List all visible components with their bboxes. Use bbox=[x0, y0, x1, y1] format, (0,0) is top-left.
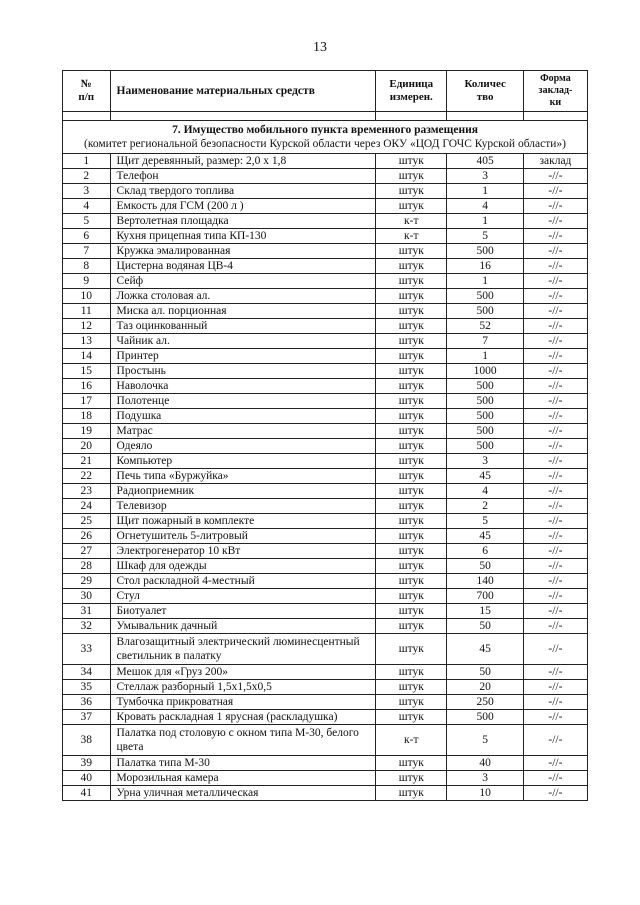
row-quantity: 45 bbox=[447, 634, 523, 665]
row-form: -//- bbox=[523, 725, 587, 756]
section-row bbox=[63, 121, 588, 154]
row-number: 22 bbox=[63, 469, 111, 484]
row-name: Вертолетная площадка bbox=[110, 214, 376, 229]
row-unit: штук bbox=[376, 665, 447, 680]
table-row bbox=[63, 574, 588, 589]
row-form: заклад bbox=[523, 154, 587, 169]
row-name: Кровать раскладная 1 ярусная (раскладушка) bbox=[110, 710, 376, 725]
table-row bbox=[63, 304, 588, 319]
row-name: Кухня прицепная типа КП-130 bbox=[110, 229, 376, 244]
row-form: -//- bbox=[523, 756, 587, 771]
table-row bbox=[63, 184, 588, 199]
row-form: -//- bbox=[523, 604, 587, 619]
table-row bbox=[63, 604, 588, 619]
table-row bbox=[63, 559, 588, 574]
row-number: 40 bbox=[63, 771, 111, 786]
row-quantity: 5 bbox=[447, 229, 523, 244]
row-quantity: 4 bbox=[447, 484, 523, 499]
row-unit: штук bbox=[376, 379, 447, 394]
row-form: -//- bbox=[523, 469, 587, 484]
table-row bbox=[63, 680, 588, 695]
row-number: 12 bbox=[63, 319, 111, 334]
row-number: 9 bbox=[63, 274, 111, 289]
table-row bbox=[63, 364, 588, 379]
row-name: Таз оцинкованный bbox=[110, 319, 376, 334]
row-name: Стол раскладной 4-местный bbox=[110, 574, 376, 589]
row-unit: штук bbox=[376, 619, 447, 634]
row-name: Склад твердого топлива bbox=[110, 184, 376, 199]
row-form: -//- bbox=[523, 665, 587, 680]
row-quantity: 500 bbox=[447, 394, 523, 409]
row-unit: штук bbox=[376, 184, 447, 199]
row-name: Емкость для ГСМ (200 л ) bbox=[110, 199, 376, 214]
row-quantity: 250 bbox=[447, 695, 523, 710]
row-form: -//- bbox=[523, 439, 587, 454]
row-number: 6 bbox=[63, 229, 111, 244]
row-name: Подушка bbox=[110, 409, 376, 424]
row-number: 29 bbox=[63, 574, 111, 589]
row-number: 35 bbox=[63, 680, 111, 695]
table-row bbox=[63, 499, 588, 514]
row-form: -//- bbox=[523, 786, 587, 801]
row-quantity: 500 bbox=[447, 710, 523, 725]
row-unit: штук bbox=[376, 499, 447, 514]
table-row bbox=[63, 725, 588, 756]
row-unit: штук bbox=[376, 424, 447, 439]
header-unit: Единица измерен. bbox=[376, 71, 447, 112]
row-quantity: 1 bbox=[447, 184, 523, 199]
row-quantity: 1000 bbox=[447, 364, 523, 379]
row-unit: штук bbox=[376, 454, 447, 469]
row-quantity: 405 bbox=[447, 154, 523, 169]
row-number: 21 bbox=[63, 454, 111, 469]
row-name: Огнетушитель 5-литровый bbox=[110, 529, 376, 544]
row-quantity: 4 bbox=[447, 199, 523, 214]
table-row bbox=[63, 274, 588, 289]
row-name: Сейф bbox=[110, 274, 376, 289]
row-quantity: 500 bbox=[447, 304, 523, 319]
row-name: Матрас bbox=[110, 424, 376, 439]
row-name: Шкаф для одежды bbox=[110, 559, 376, 574]
table-row bbox=[63, 619, 588, 634]
row-unit: штук bbox=[376, 469, 447, 484]
row-form: -//- bbox=[523, 680, 587, 695]
row-quantity: 40 bbox=[447, 756, 523, 771]
row-quantity: 20 bbox=[447, 680, 523, 695]
row-form: -//- bbox=[523, 334, 587, 349]
row-form: -//- bbox=[523, 259, 587, 274]
row-quantity: 50 bbox=[447, 559, 523, 574]
row-number: 28 bbox=[63, 559, 111, 574]
row-number: 15 bbox=[63, 364, 111, 379]
row-quantity: 15 bbox=[447, 604, 523, 619]
row-name: Миска ал. порционная bbox=[110, 304, 376, 319]
row-quantity: 500 bbox=[447, 424, 523, 439]
row-quantity: 500 bbox=[447, 439, 523, 454]
row-quantity: 45 bbox=[447, 469, 523, 484]
header-form: Форма заклад- ки bbox=[523, 71, 587, 112]
row-number: 24 bbox=[63, 499, 111, 514]
table-row bbox=[63, 259, 588, 274]
row-form: -//- bbox=[523, 619, 587, 634]
row-unit: штук bbox=[376, 364, 447, 379]
table-row bbox=[63, 469, 588, 484]
table-row bbox=[63, 199, 588, 214]
table-row bbox=[63, 756, 588, 771]
row-unit: штук bbox=[376, 409, 447, 424]
row-name: Простынь bbox=[110, 364, 376, 379]
row-form: -//- bbox=[523, 394, 587, 409]
row-number: 26 bbox=[63, 529, 111, 544]
header-name: Наименование материальных средств bbox=[110, 71, 376, 112]
row-unit: штук bbox=[376, 304, 447, 319]
row-name: Одеяло bbox=[110, 439, 376, 454]
row-name: Палатка под столовую с окном типа М-30, белого цвета bbox=[110, 725, 376, 756]
row-unit: штук bbox=[376, 589, 447, 604]
table-row bbox=[63, 424, 588, 439]
table-row bbox=[63, 169, 588, 184]
row-form: -//- bbox=[523, 695, 587, 710]
row-form: -//- bbox=[523, 589, 587, 604]
row-quantity: 16 bbox=[447, 259, 523, 274]
row-name: Кружка эмалированная bbox=[110, 244, 376, 259]
row-number: 10 bbox=[63, 289, 111, 304]
row-quantity: 140 bbox=[447, 574, 523, 589]
row-unit: штук bbox=[376, 771, 447, 786]
row-name: Тумбочка прикроватная bbox=[110, 695, 376, 710]
row-quantity: 45 bbox=[447, 529, 523, 544]
row-form: -//- bbox=[523, 484, 587, 499]
table-row bbox=[63, 665, 588, 680]
row-name: Принтер bbox=[110, 349, 376, 364]
row-unit: штук bbox=[376, 710, 447, 725]
row-form: -//- bbox=[523, 409, 587, 424]
row-unit: штук bbox=[376, 756, 447, 771]
table-row bbox=[63, 514, 588, 529]
row-unit: штук bbox=[376, 319, 447, 334]
row-form: -//- bbox=[523, 499, 587, 514]
row-form: -//- bbox=[523, 559, 587, 574]
row-quantity: 2 bbox=[447, 499, 523, 514]
row-number: 2 bbox=[63, 169, 111, 184]
row-number: 4 bbox=[63, 199, 111, 214]
row-number: 27 bbox=[63, 544, 111, 559]
table-row bbox=[63, 589, 588, 604]
row-name: Стеллаж разборный 1,5х1,5х0,5 bbox=[110, 680, 376, 695]
row-name: Урна уличная металлическая bbox=[110, 786, 376, 801]
table-row bbox=[63, 289, 588, 304]
row-form: -//- bbox=[523, 364, 587, 379]
row-unit: штук bbox=[376, 154, 447, 169]
row-number: 19 bbox=[63, 424, 111, 439]
row-name: Радиоприемник bbox=[110, 484, 376, 499]
row-number: 36 bbox=[63, 695, 111, 710]
row-unit: штук bbox=[376, 199, 447, 214]
row-unit: штук bbox=[376, 604, 447, 619]
header-qty: Количес тво bbox=[447, 71, 523, 112]
row-form: -//- bbox=[523, 529, 587, 544]
row-number: 20 bbox=[63, 439, 111, 454]
row-quantity: 3 bbox=[447, 454, 523, 469]
row-number: 11 bbox=[63, 304, 111, 319]
row-form: -//- bbox=[523, 184, 587, 199]
section-title: 7. Имущество мобильного пункта временного размещения bbox=[172, 124, 478, 136]
table-row bbox=[63, 409, 588, 424]
row-form: -//- bbox=[523, 634, 587, 665]
row-unit: к-т bbox=[376, 229, 447, 244]
row-number: 8 bbox=[63, 259, 111, 274]
row-name: Умывальник дачный bbox=[110, 619, 376, 634]
row-unit: штук bbox=[376, 349, 447, 364]
header-num: № п/п bbox=[63, 71, 111, 112]
row-form: -//- bbox=[523, 710, 587, 725]
row-name: Мешок для «Груз 200» bbox=[110, 665, 376, 680]
spacer-row bbox=[63, 112, 588, 121]
row-name: Палатка типа М-30 bbox=[110, 756, 376, 771]
row-number: 16 bbox=[63, 379, 111, 394]
row-quantity: 50 bbox=[447, 665, 523, 680]
row-quantity: 3 bbox=[447, 771, 523, 786]
row-unit: штук bbox=[376, 169, 447, 184]
row-form: -//- bbox=[523, 544, 587, 559]
row-quantity: 10 bbox=[447, 786, 523, 801]
row-form: -//- bbox=[523, 574, 587, 589]
table-row bbox=[63, 154, 588, 169]
inventory-table bbox=[62, 70, 588, 801]
page-number: 13 bbox=[313, 40, 327, 55]
row-number: 1 bbox=[63, 154, 111, 169]
row-number: 37 bbox=[63, 710, 111, 725]
row-name: Компьютер bbox=[110, 454, 376, 469]
row-quantity: 5 bbox=[447, 514, 523, 529]
row-number: 39 bbox=[63, 756, 111, 771]
table-row bbox=[63, 786, 588, 801]
row-form: -//- bbox=[523, 514, 587, 529]
table-row bbox=[63, 634, 588, 665]
row-number: 23 bbox=[63, 484, 111, 499]
row-name: Цистерна водяная ЦВ-4 bbox=[110, 259, 376, 274]
table-row bbox=[63, 439, 588, 454]
row-name: Полотенце bbox=[110, 394, 376, 409]
row-number: 17 bbox=[63, 394, 111, 409]
row-form: -//- bbox=[523, 244, 587, 259]
row-number: 13 bbox=[63, 334, 111, 349]
row-name: Щит пожарный в комплекте bbox=[110, 514, 376, 529]
row-name: Телевизор bbox=[110, 499, 376, 514]
row-number: 14 bbox=[63, 349, 111, 364]
row-unit: штук bbox=[376, 244, 447, 259]
row-unit: штук bbox=[376, 559, 447, 574]
row-number: 3 bbox=[63, 184, 111, 199]
table-row bbox=[63, 319, 588, 334]
table-header-row bbox=[63, 71, 588, 112]
row-name: Биотуалет bbox=[110, 604, 376, 619]
row-number: 18 bbox=[63, 409, 111, 424]
table-row bbox=[63, 244, 588, 259]
row-number: 34 bbox=[63, 665, 111, 680]
row-form: -//- bbox=[523, 169, 587, 184]
row-unit: штук bbox=[376, 394, 447, 409]
row-unit: штук bbox=[376, 574, 447, 589]
row-number: 33 bbox=[63, 634, 111, 665]
row-quantity: 3 bbox=[447, 169, 523, 184]
row-unit: штук bbox=[376, 634, 447, 665]
row-form: -//- bbox=[523, 274, 587, 289]
row-unit: штук bbox=[376, 514, 447, 529]
row-quantity: 1 bbox=[447, 349, 523, 364]
row-form: -//- bbox=[523, 289, 587, 304]
row-unit: штук bbox=[376, 680, 447, 695]
row-name: Телефон bbox=[110, 169, 376, 184]
row-name: Стул bbox=[110, 589, 376, 604]
row-unit: штук bbox=[376, 529, 447, 544]
row-quantity: 700 bbox=[447, 589, 523, 604]
table-row bbox=[63, 394, 588, 409]
row-quantity: 500 bbox=[447, 289, 523, 304]
row-unit: штук bbox=[376, 259, 447, 274]
table-row bbox=[63, 229, 588, 244]
row-unit: штук bbox=[376, 439, 447, 454]
row-name: Влагозащитный электрический люминесцентный светильник в палатку bbox=[110, 634, 376, 665]
row-quantity: 52 bbox=[447, 319, 523, 334]
row-quantity: 7 bbox=[447, 334, 523, 349]
row-form: -//- bbox=[523, 229, 587, 244]
row-form: -//- bbox=[523, 199, 587, 214]
row-name: Печь типа «Буржуйка» bbox=[110, 469, 376, 484]
row-name: Щит деревянный, размер: 2,0 х 1,8 bbox=[110, 154, 376, 169]
row-number: 5 bbox=[63, 214, 111, 229]
row-unit: к-т bbox=[376, 725, 447, 756]
row-quantity: 500 bbox=[447, 379, 523, 394]
table-row bbox=[63, 349, 588, 364]
row-name: Наволочка bbox=[110, 379, 376, 394]
row-name: Электрогенератор 10 кВт bbox=[110, 544, 376, 559]
table-row bbox=[63, 484, 588, 499]
row-form: -//- bbox=[523, 349, 587, 364]
row-form: -//- bbox=[523, 424, 587, 439]
row-form: -//- bbox=[523, 771, 587, 786]
row-quantity: 6 bbox=[447, 544, 523, 559]
row-form: -//- bbox=[523, 454, 587, 469]
row-number: 31 bbox=[63, 604, 111, 619]
table-row bbox=[63, 695, 588, 710]
table-row bbox=[63, 334, 588, 349]
section-subtitle: (комитет региональной безопасности Курской области через ОКУ «ЦОД ГОЧС Курской области») bbox=[83, 138, 566, 150]
row-name: Ложка столовая ал. bbox=[110, 289, 376, 304]
row-unit: штук bbox=[376, 274, 447, 289]
row-number: 32 bbox=[63, 619, 111, 634]
row-name: Чайник ал. bbox=[110, 334, 376, 349]
row-unit: штук bbox=[376, 334, 447, 349]
row-number: 7 bbox=[63, 244, 111, 259]
row-number: 25 bbox=[63, 514, 111, 529]
row-unit: штук bbox=[376, 695, 447, 710]
section-cell bbox=[63, 121, 588, 154]
row-form: -//- bbox=[523, 379, 587, 394]
row-form: -//- bbox=[523, 214, 587, 229]
row-unit: к-т bbox=[376, 214, 447, 229]
row-quantity: 500 bbox=[447, 244, 523, 259]
table-row bbox=[63, 771, 588, 786]
row-number: 30 bbox=[63, 589, 111, 604]
table-row bbox=[63, 544, 588, 559]
row-quantity: 1 bbox=[447, 274, 523, 289]
row-quantity: 50 bbox=[447, 619, 523, 634]
row-unit: штук bbox=[376, 289, 447, 304]
row-unit: штук bbox=[376, 484, 447, 499]
table-row bbox=[63, 529, 588, 544]
row-name: Морозильная камера bbox=[110, 771, 376, 786]
row-quantity: 500 bbox=[447, 409, 523, 424]
table-row bbox=[63, 710, 588, 725]
row-quantity: 5 bbox=[447, 725, 523, 756]
row-form: -//- bbox=[523, 304, 587, 319]
row-number: 38 bbox=[63, 725, 111, 756]
table-row bbox=[63, 454, 588, 469]
table-row bbox=[63, 379, 588, 394]
row-unit: штук bbox=[376, 786, 447, 801]
row-quantity: 1 bbox=[447, 214, 523, 229]
row-form: -//- bbox=[523, 319, 587, 334]
row-unit: штук bbox=[376, 544, 447, 559]
row-number: 41 bbox=[63, 786, 111, 801]
table-row bbox=[63, 214, 588, 229]
